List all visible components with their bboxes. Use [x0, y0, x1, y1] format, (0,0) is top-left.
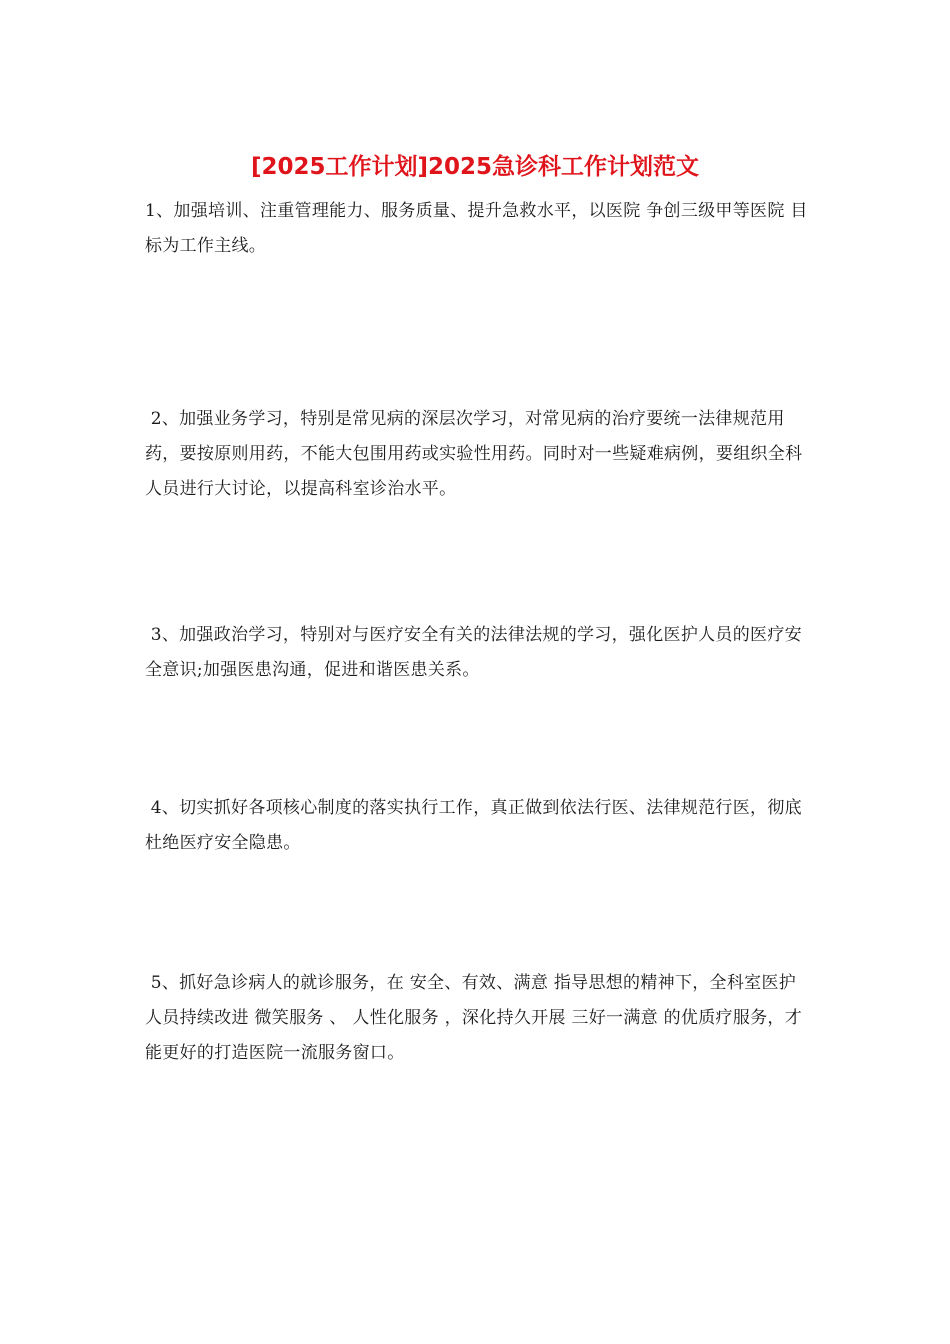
paragraph-3: 3、加强政治学习，特别对与医疗安全有关的法律法规的学习，强化医护人员的医疗安全意识;加强医患沟通，促进和谐医患关系。	[145, 625, 802, 680]
document-title: [2025工作计划]2025急诊科工作计划范文	[250, 154, 700, 180]
paragraph-4: 4、切实抓好各项核心制度的落实执行工作，真正做到依法行医、法律规范行医，彻底杜绝医疗安全隐患。	[145, 798, 802, 853]
paragraph-1: 1、加强培训、注重管理能力、服务质量、提升急救水平，以医院 争创三级甲等医院 目标为工作主线。	[145, 201, 808, 256]
paragraph-2: 2、加强业务学习，特别是常见病的深层次学习，对常见病的治疗要统一法律规范用药，要按原则用药，不能大包围用药或实验性用药。同时对一些疑难病例，要组织全科人员进行大讨论，以提高科室诊治水平。	[145, 409, 803, 499]
paragraph-5: 5、抓好急诊病人的就诊服务，在 安全、有效、满意 指导思想的精神下，全科室医护人员持续改进 微笑服务 、 人性化服务 ，深化持久开展 三好一满意 的优质疗服务，才能更好的打造医院一流服务窗口。	[145, 973, 803, 1063]
